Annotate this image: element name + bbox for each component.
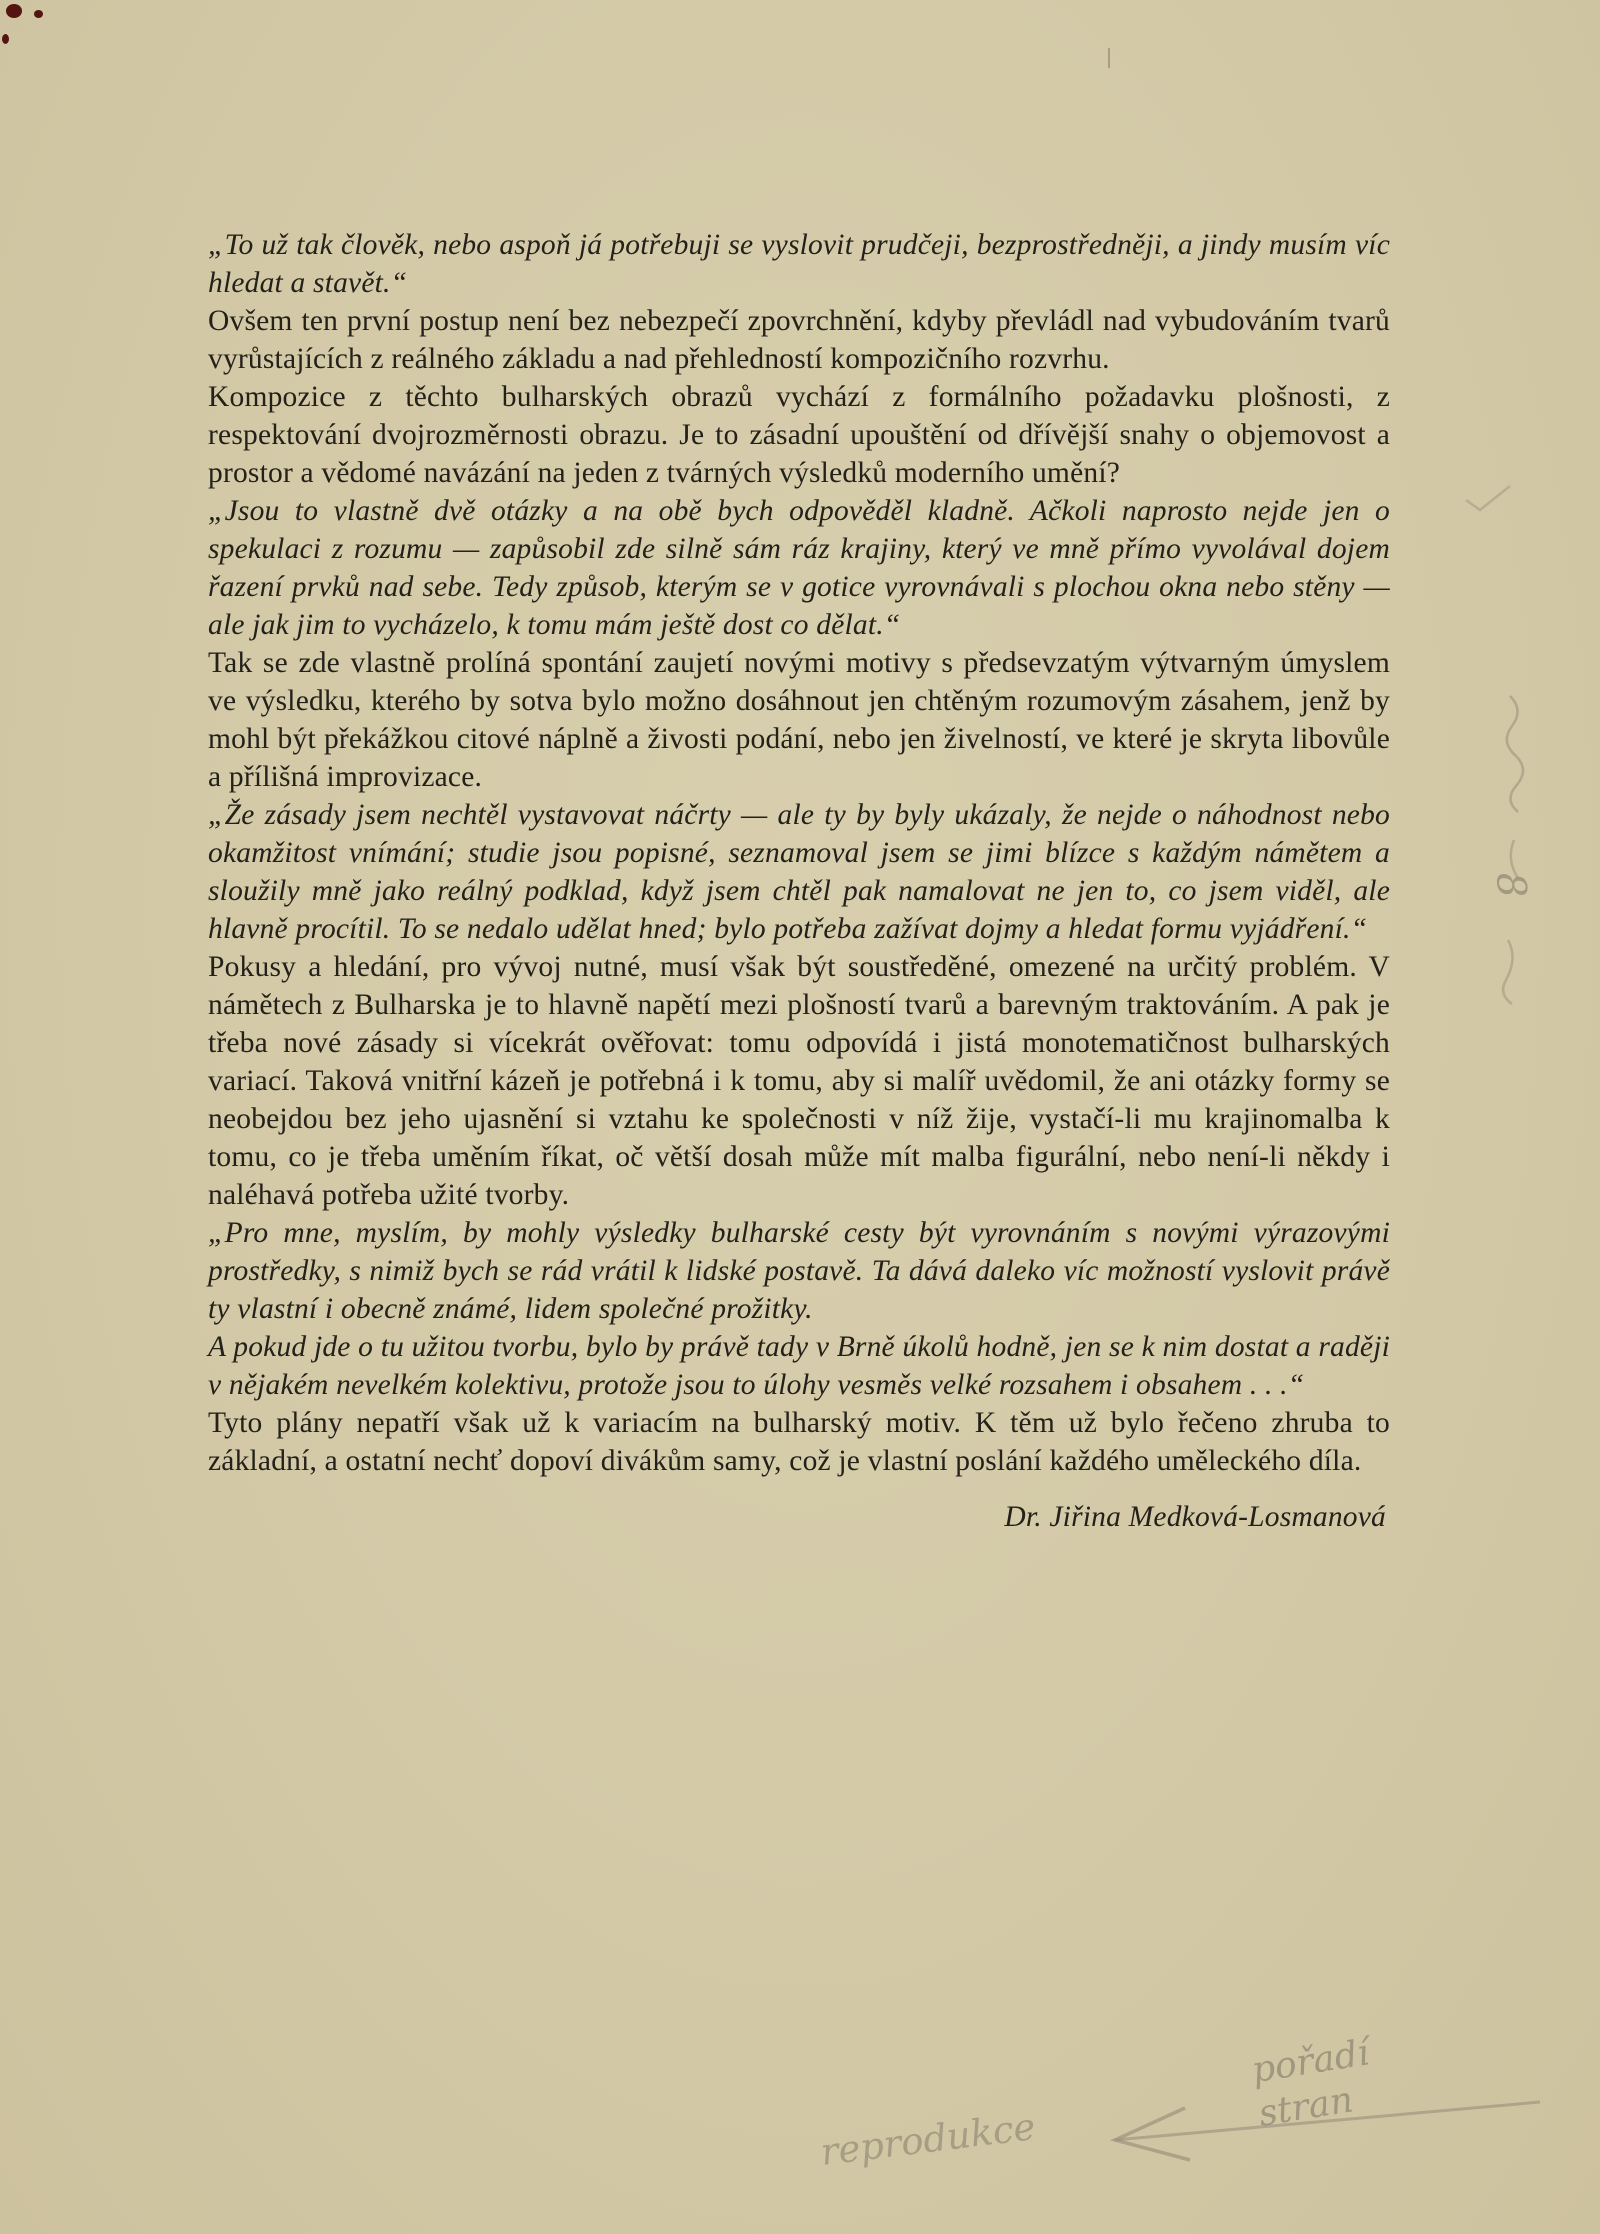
paragraph-3: Kompozice z těchto bulharských obrazů vychází z formálního požadavku plošnosti, z respektování dvojrozměrnosti obrazu. Je to zásadní upouštění od dřívější snahy o objemovost a prostor a vědomé navázání na jeden z tvárných výsledků moderního umění?	[208, 381, 1390, 489]
paper-mark	[1108, 48, 1110, 68]
margin-number-annotation: 8	[1486, 870, 1535, 900]
paragraph-10: Tyto plány nepatří však už k variacím na bulharský motiv. K těm už bylo řečeno zhruba to základní, a ostatní nechť dopoví divákům samy, což je vlastní poslání každého uměleckého díla.	[208, 1407, 1390, 1477]
document-body	[208, 226, 1390, 1536]
ink-speck	[2, 34, 9, 44]
paragraph-quote-6: „Že zásady jsem nechtěl vystavovat náčrty — ale ty by byly ukázaly, že nejde o náhodnost nebo okamžitost vnímání; studie jsou popisné, seznamoval jsem se jimi blízce s každým námětem a sloužily mně jako reálný podklad, když jsem chtěl pak namalovat ne jen to, co jsem viděl, ale hlavně procítil. To se nedalo udělat hned; bylo potřeba zažívat dojmy a hledat formu vyjádření.“	[208, 799, 1390, 945]
handwritten-note-reproduction: reprodukce	[818, 2105, 1038, 2174]
paragraph-7: Pokusy a hledání, pro vývoj nutné, musí však být soustředěné, omezené na určitý problém. V námětech z Bulharska je to hlavně napětí mezi plošností tvarů a barevným traktováním. A pak je třeba nové zásady si vícekrát ověřovat: tomu odpovídá i jistá monotematičnost bulharských variací. Taková vnitřní kázeň je potřebná i k tomu, aby si malíř uvědomil, že ani otázky formy se neobejdou bez jeho ujasnění si vztahu ke společnosti v níž žije, vystačí-li mu krajinomalba k tomu, co je třeba uměním říkat, oč větší dosah může mít malba figurální, nebo není-li někdy i naléhavá potřeba užité tvorby.	[208, 951, 1390, 1211]
handwritten-note-page-order	[1249, 2031, 1379, 2136]
paragraph-quote-1: „To už tak člověk, nebo aspoň já potřebuji se vyslovit prudčeji, bezprostředněji, a jindy musím víc hledat a stavět.“	[208, 229, 1390, 299]
ink-speck	[6, 4, 22, 18]
paragraph-quote-4: „Jsou to vlastně dvě otázky a na obě bych odpověděl kladně. Ačkoli naprosto nejde jen o spekulaci z rozumu — zapůsobil zde silně sám ráz krajiny, který ve mně přímo vyvolával dojem řazení prvků nad sebe. Tedy způsob, kterým se v gotice vyrovnávali s plochou okna nebo stěny — ale jak jim to vycházelo, k tomu mám ještě dost co dělat.“	[208, 495, 1390, 641]
note-line: pořadí	[1248, 2032, 1372, 2092]
signature: Dr. Jiřina Medková-Losmanová	[1004, 1501, 1386, 1533]
ink-speck	[34, 10, 43, 18]
paragraph-5: Tak se zde vlastně prolíná spontání zaujetí novými motivy s předsevzatým výtvarným úmyslem ve výsledku, kterého by sotva bylo možno dosáhnout jen chtěným rozumovým zásahem, jenž by mohl být překážkou citové náplně a živosti podání, nebo jen živelností, ve které je skryta libovůle a přílišná improvizace.	[208, 647, 1390, 793]
note-line: stran	[1255, 2079, 1356, 2135]
pencil-scrawl-vertical	[1480, 690, 1540, 1010]
paragraph-quote-8: „Pro mne, myslím, by mohly výsledky bulharské cesty být vyrovnáním s novými výrazovými prostředky, s nimiž bych se rád vrátil k lidské postavě. Ta dává daleko víc možností vyslovit právě ty vlastní i obecně známé, lidem společné prožitky.	[208, 1217, 1390, 1325]
pencil-check-mark	[1460, 478, 1520, 518]
paragraph-quote-9: A pokud jde o tu užitou tvorbu, bylo by právě tady v Brně úkolů hodně, jen se k nim dostat a raději v nějakém nevelkém kolektivu, protože jsou to úlohy vesměs velké rozsahem i obsahem . . .“	[208, 1331, 1390, 1401]
paragraph-2: Ovšem ten první postup není bez nebezpečí zpovrchnění, kdyby převládl nad vybudováním tvarů vyrůstajících z reálného základu a nad přehledností kompozičního rozvrhu.	[208, 305, 1390, 375]
